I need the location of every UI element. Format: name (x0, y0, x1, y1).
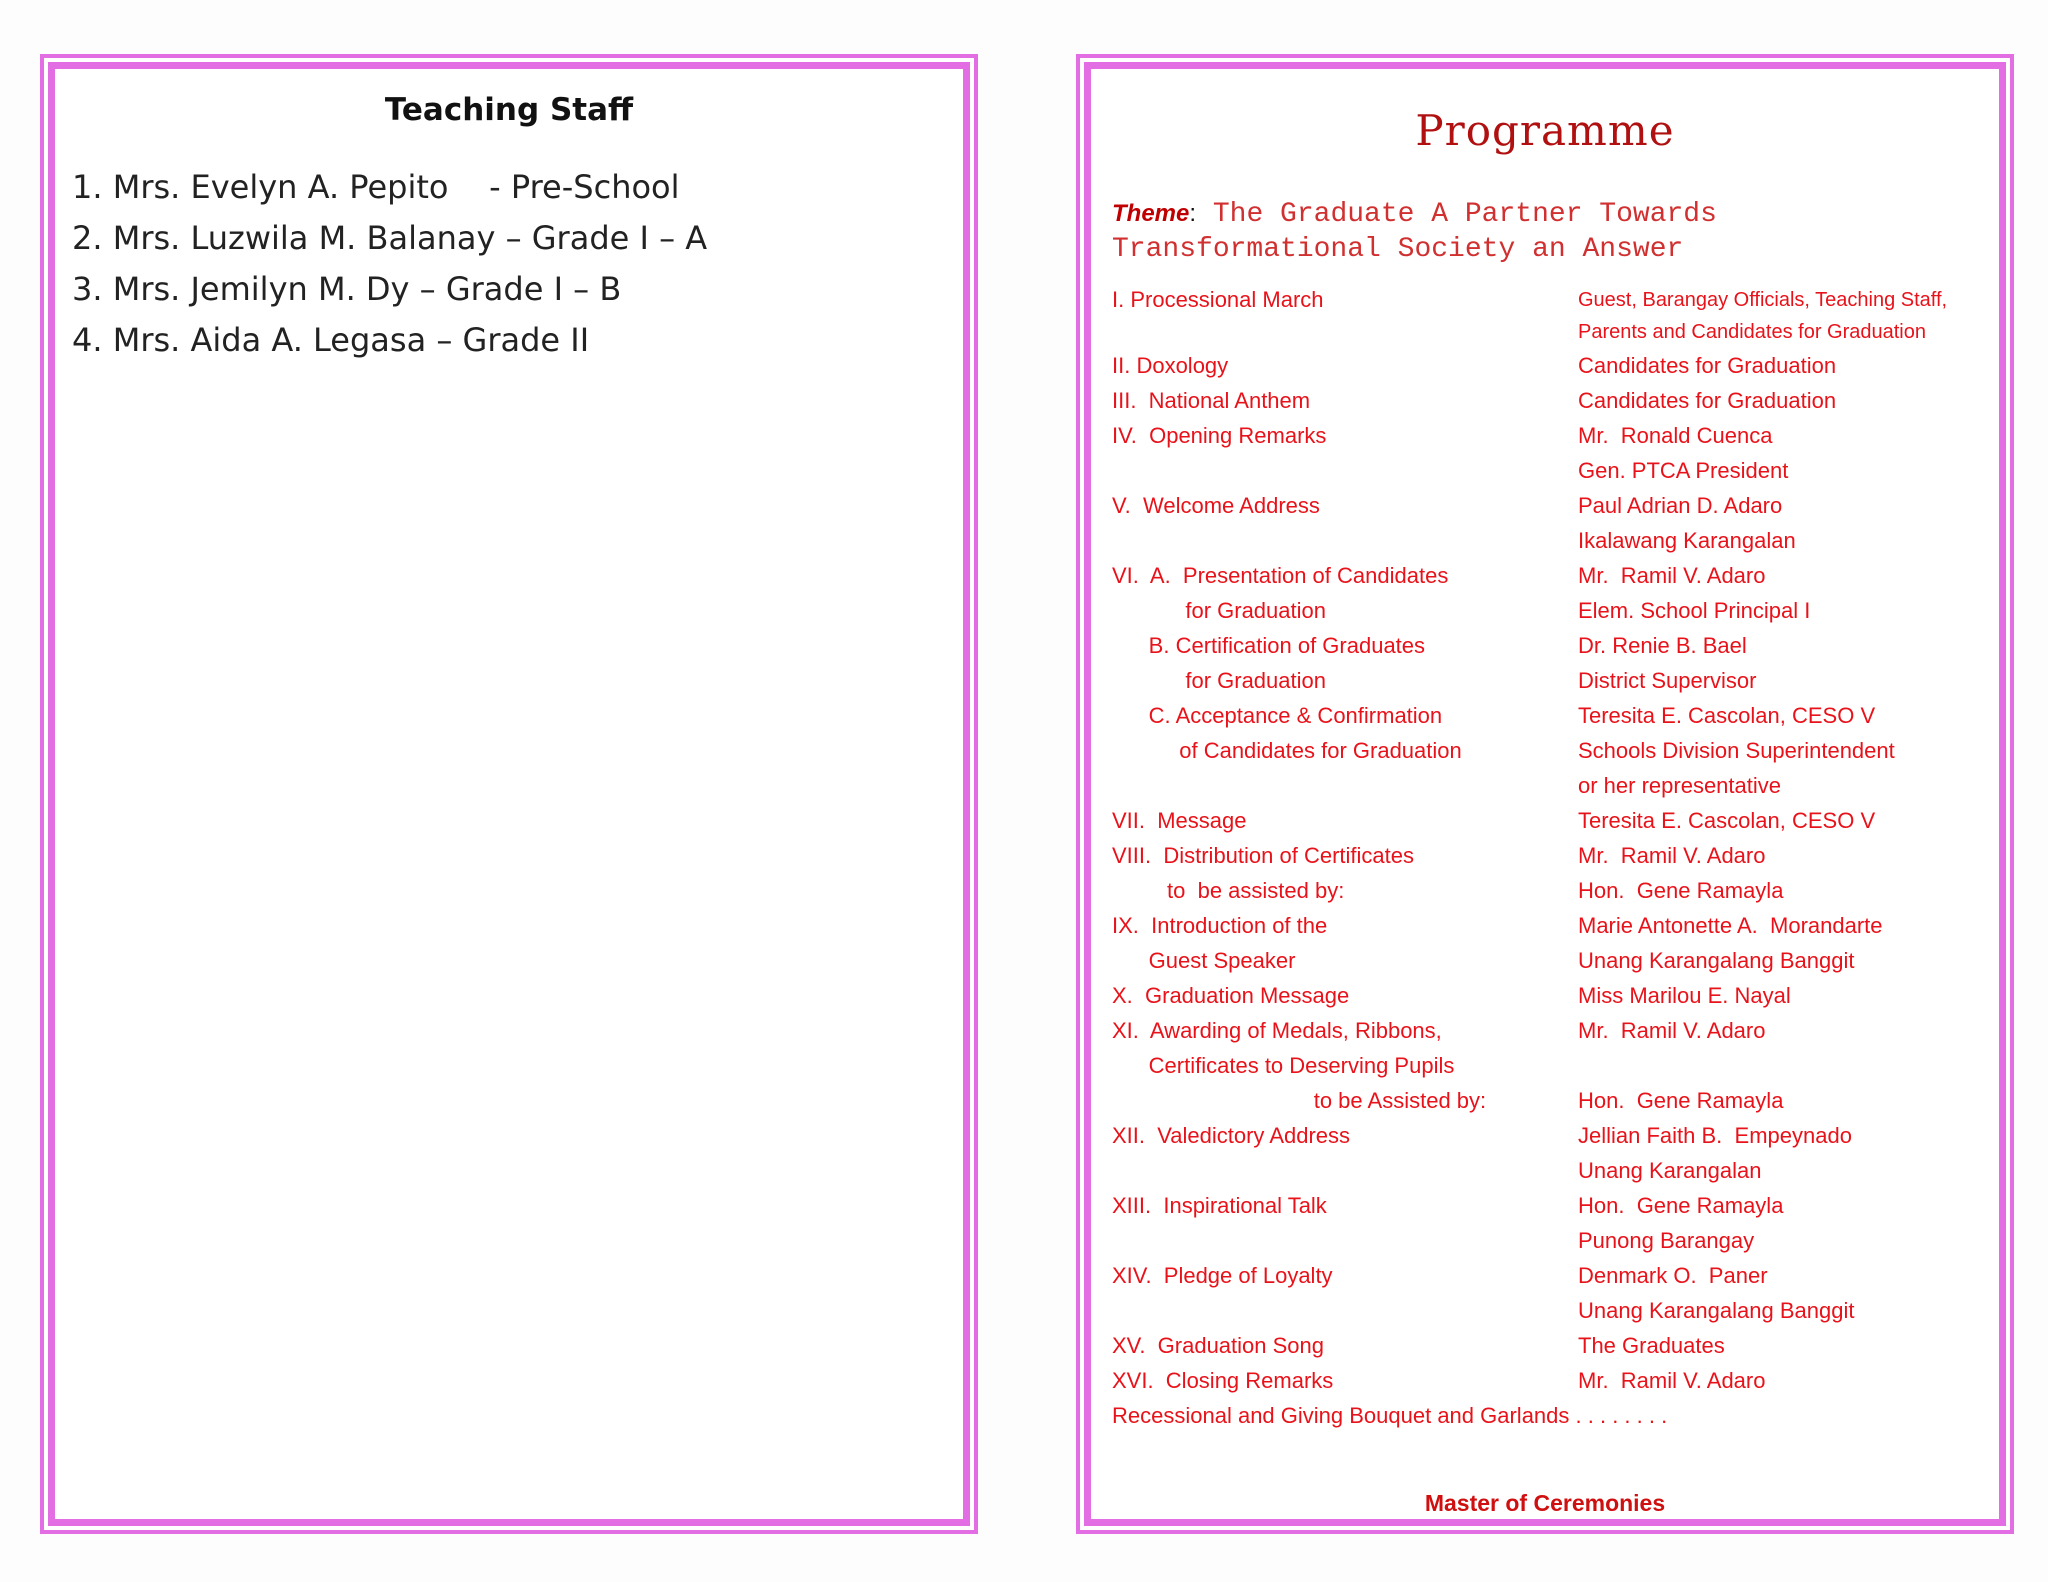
staff-item: 4. Mrs. Aida A. Legasa – Grade II (72, 321, 590, 359)
programme-item: X. Graduation Message (1112, 983, 1350, 1008)
staff-item: 2. Mrs. Luzwila M. Balanay – Grade I – A (72, 219, 708, 257)
teaching-staff-page (40, 54, 978, 1534)
programme-participant: Mr. Ramil V. Adaro (1578, 843, 1766, 868)
programme-item: II. Doxology (1112, 353, 1229, 378)
programme-row (1112, 1328, 2012, 1363)
programme-row (1112, 908, 2012, 943)
programme-participant: Mr. Ronald Cuenca (1578, 423, 1773, 448)
programme-row (1112, 873, 2012, 908)
programme-participant: Jellian Faith B. Empeynado (1578, 1123, 1852, 1148)
programme-item: III. National Anthem (1112, 388, 1311, 413)
programme-participant: Dr. Renie B. Bael (1578, 633, 1747, 658)
programme-row (1112, 1153, 2012, 1188)
programme-item: XIII. Inspirational Talk (1112, 1193, 1327, 1218)
programme-participant: Paul Adrian D. Adaro (1578, 493, 1783, 518)
staff-item: 3. Mrs. Jemilyn M. Dy – Grade I – B (72, 270, 622, 308)
programme-item: XIV. Pledge of Loyalty (1112, 1263, 1333, 1288)
programme-participant: Hon. Gene Ramayla (1578, 1193, 1784, 1218)
programme-item: VI. A. Presentation of Candidates (1112, 563, 1449, 588)
programme-item: XV. Graduation Song (1112, 1333, 1325, 1358)
theme-line-2: Transformational Society an Answer (1112, 234, 1684, 265)
programme-participant: Mr. Ramil V. Adaro (1578, 1018, 1766, 1043)
programme-row (1112, 383, 2012, 418)
programme-item: of Candidates for Graduation (1112, 738, 1462, 763)
programme-row (1112, 768, 2012, 803)
programme-item: I. Processional March (1112, 287, 1324, 312)
programme-row (1112, 1048, 2012, 1083)
programme-row (1112, 284, 2012, 316)
programme-participant: Elem. School Principal I (1578, 598, 1811, 623)
programme-participant: Ikalawang Karangalan (1578, 528, 1796, 553)
programme-participant: Hon. Gene Ramayla (1578, 1088, 1784, 1113)
programme-row (1112, 698, 2012, 733)
programme-participant: Candidates for Graduation (1578, 353, 1837, 378)
programme-row (1112, 803, 2012, 838)
teaching-staff-title: Teaching Staff (384, 92, 634, 128)
programme-item: IX. Introduction of the (1112, 913, 1328, 938)
programme-item: Certificates to Deserving Pupils (1112, 1053, 1455, 1078)
programme-participant: Teresita E. Cascolan, CESO V (1578, 703, 1876, 728)
programme-row (1112, 733, 2012, 768)
programme-item: XI. Awarding of Medals, Ribbons, (1112, 1018, 1442, 1043)
programme-row (1112, 1188, 2012, 1223)
programme-participant: Marie Antonette A. Morandarte (1578, 913, 1883, 938)
programme-row (1112, 628, 2012, 663)
programme-item: Recessional and Giving Bouquet and Garlands . . . . . . . . (1112, 1403, 1668, 1428)
programme-row (1112, 1118, 2012, 1153)
programme-participant: Schools Division Superintendent (1578, 738, 1895, 763)
programme-participant: Unang Karangalan (1578, 1158, 1762, 1183)
programme-row (1112, 488, 2012, 523)
programme-item: IV. Opening Remarks (1112, 423, 1327, 448)
programme-page (1076, 54, 2014, 1534)
programme-row (1112, 1363, 2012, 1398)
programme-list (1112, 284, 2012, 1433)
programme-item: XII. Valedictory Address (1112, 1123, 1351, 1148)
programme-row (1112, 453, 2012, 488)
programme-title: Programme (1415, 106, 1675, 155)
programme-participant: Mr. Ramil V. Adaro (1578, 563, 1766, 588)
programme-participant: Denmark O. Paner (1578, 1263, 1768, 1288)
theme-label: Theme (1112, 200, 1190, 227)
programme-row (1112, 558, 2012, 593)
programme-participant: Gen. PTCA President (1578, 458, 1789, 483)
programme-item: V. Welcome Address (1112, 493, 1320, 518)
programme-item: VII. Message (1112, 808, 1247, 833)
programme-row (1112, 1293, 2012, 1328)
master-of-ceremonies: Master of Ceremonies (1424, 1490, 1666, 1516)
programme-row (1112, 978, 2012, 1013)
programme-item: to be assisted by: (1112, 878, 1345, 903)
programme-participant: Unang Karangalang Banggit (1578, 948, 1855, 973)
programme-participant: or her representative (1578, 773, 1781, 798)
programme-theme (1112, 196, 1992, 267)
programme-item: B. Certification of Graduates (1112, 633, 1426, 658)
programme-participant: Guest, Barangay Officials, Teaching Staff, (1578, 289, 1948, 311)
programme-item: for Graduation (1112, 598, 1326, 623)
programme-participant: Miss Marilou E. Nayal (1578, 983, 1791, 1008)
theme-colon: : (1189, 200, 1197, 227)
programme-participant: Parents and Candidates for Graduation (1578, 321, 1926, 343)
theme-line-1: The Graduate A Partner Towards (1196, 199, 1717, 230)
programme-participant: Mr. Ramil V. Adaro (1578, 1368, 1766, 1393)
programme-participant: Punong Barangay (1578, 1228, 1755, 1253)
programme-row (1112, 1083, 2012, 1118)
programme-row (1112, 1223, 2012, 1258)
programme-row (1112, 593, 2012, 628)
programme-item: for Graduation (1112, 668, 1326, 693)
programme-participant: The Graduates (1578, 1333, 1725, 1358)
programme-row (1112, 348, 2012, 383)
programme-item: to be Assisted by: (1112, 1088, 1487, 1113)
programme-row (1112, 663, 2012, 698)
programme-participant: District Supervisor (1578, 668, 1757, 693)
programme-row (1112, 316, 2012, 348)
programme-row (1112, 1258, 2012, 1293)
programme-participant: Hon. Gene Ramayla (1578, 878, 1784, 903)
programme-participant: Candidates for Graduation (1578, 388, 1837, 413)
programme-row (1112, 838, 2012, 873)
programme-item: C. Acceptance & Confirmation (1112, 703, 1443, 728)
programme-participant: Unang Karangalang Banggit (1578, 1298, 1855, 1323)
programme-row (1112, 943, 2012, 978)
programme-item: VIII. Distribution of Certificates (1112, 843, 1414, 868)
programme-row (1112, 1013, 2012, 1048)
programme-row (1112, 523, 2012, 558)
staff-item: 1. Mrs. Evelyn A. Pepito - Pre-School (72, 168, 680, 206)
programme-row (1112, 1398, 2012, 1433)
programme-participant: Teresita E. Cascolan, CESO V (1578, 808, 1876, 833)
programme-item: XVI. Closing Remarks (1112, 1368, 1334, 1393)
programme-item: Guest Speaker (1112, 948, 1296, 973)
staff-list (72, 162, 707, 366)
programme-row (1112, 418, 2012, 453)
